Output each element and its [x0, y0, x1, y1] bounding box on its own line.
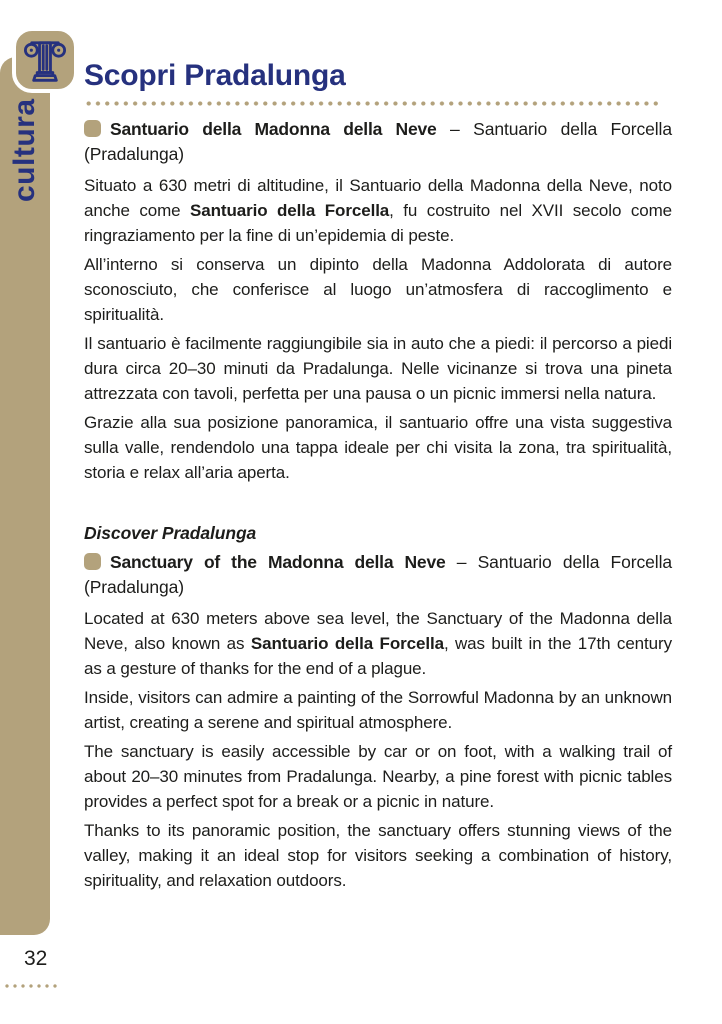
italian-heading-rest: – Santuario della Forcella (Pradalunga): [84, 119, 672, 164]
english-heading: [84, 550, 672, 600]
bullet-square-icon: [84, 553, 101, 570]
english-heading-rest: – Santuario della Forcella (Pradalunga): [84, 552, 672, 597]
italian-p1-bold: Santuario della Forcella: [190, 201, 390, 220]
english-heading-bold: Sanctuary of the Madonna della Neve: [110, 552, 446, 572]
italian-paragraph-4: Grazie alla sua posizione panoramica, il santuario offre una vista suggestiva sulla valle, rendendolo una tappa ideale per chi visita la zona, tra spiritualità, storia e relax all’aria aperta.: [84, 413, 672, 482]
english-paragraph-4: Thanks to its panoramic position, the sanctuary offers stunning views of the valley, making it an ideal stop for visitors seeking a combination of history, spirituality, and relaxation outdoors.: [84, 821, 672, 890]
english-paragraph-1: [84, 606, 672, 681]
page-number: 32: [24, 947, 48, 970]
bullet-square-icon: [84, 120, 101, 137]
english-paragraph-2: Inside, visitors can admire a painting of the Sorrowful Madonna by an unknown artist, creating a serene and spiritual atmosphere.: [84, 688, 672, 732]
italian-p1-post: , fu costruito nel XVII secolo come ringraziamento per la fine di un’epidemia di peste.: [84, 201, 672, 245]
italian-paragraph-3: Il santuario è facilmente raggiungibile sia in auto che a piedi: il percorso a piedi dura circa 20–30 minuti da Pradalunga. Nelle vicinanze si trova una pineta attrezzata con tavoli, perfetta per una pausa o un picnic immersi nella natura.: [84, 334, 672, 403]
footer-dots: [3, 984, 57, 988]
english-p1-pre: Located at 630 meters above sea level, the Sanctuary of the Madonna della Neve, also known as: [84, 609, 672, 653]
page-title: Scopri Pradalunga: [84, 59, 346, 92]
culture-icon-badge: [12, 27, 78, 93]
english-paragraph-3: The sanctuary is easily accessible by car or on foot, with a walking trail of about 20–30 minutes from Pradalunga. Nearby, a pine forest with picnic tables provides a perfect spot for a break or a picnic in nature.: [84, 742, 672, 811]
italian-p1-pre: Situato a 630 metri di altitudine, il Santuario della Madonna della Neve, noto anche come: [84, 176, 672, 220]
italian-paragraph-1: [84, 173, 672, 248]
sidebar-category-label: cultura: [8, 98, 41, 202]
english-p1-bold: Santuario della Forcella: [250, 634, 444, 653]
italian-heading: [84, 117, 672, 167]
english-p1-post: , was built in the 17th century as a gesture of thanks for the end of a plague.: [84, 634, 672, 678]
greek-column-icon: [20, 35, 70, 85]
italian-heading-bold: Santuario della Madonna della Neve: [110, 119, 437, 139]
english-section-title: Discover Pradalunga: [84, 523, 257, 543]
title-underline-dots: [84, 101, 660, 106]
italian-paragraph-2: All’interno si conserva un dipinto della Madonna Addolorata di autore sconosciuto, che conferisce al luogo un’atmosfera di raccoglimento e spiritualità.: [84, 255, 672, 324]
article-content: [84, 60, 672, 893]
